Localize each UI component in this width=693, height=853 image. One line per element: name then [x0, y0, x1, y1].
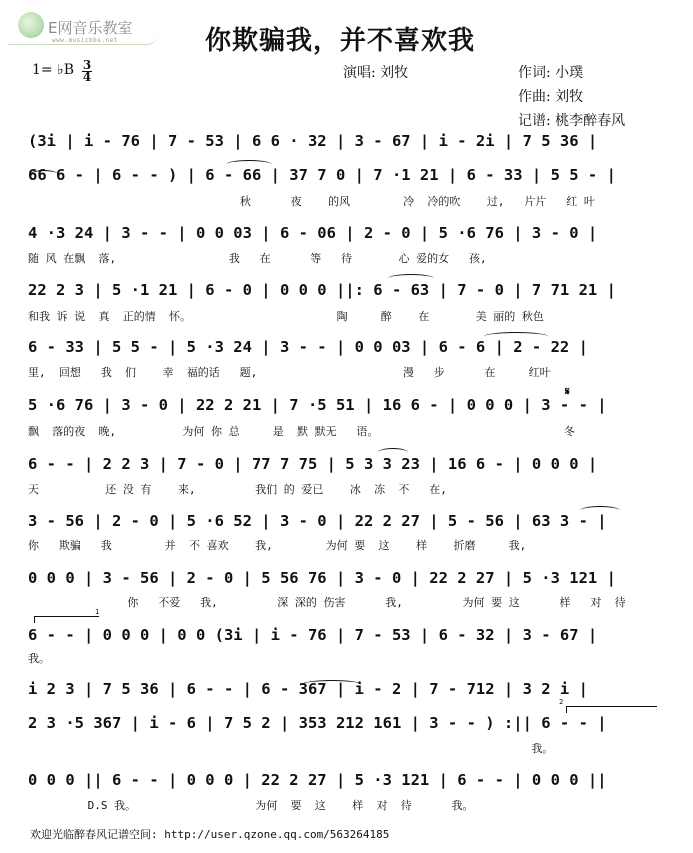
watermark-logo — [8, 10, 168, 50]
tie-mark — [378, 448, 408, 457]
score-row-7-notes: 6 - - | 2 2 3 | 7 - 0 | 77 7 75 | 5 3 3 23 | 16 6 - | 0 0 0 | — [28, 455, 598, 473]
watermark-brand: E网音乐教室 — [48, 19, 133, 37]
tie-mark — [302, 680, 362, 689]
tie-mark — [580, 506, 620, 515]
score-row-8-notes: 3 - 56 | 2 - 0 | 5 ·6 52 | 3 - 0 | 22 2 27 | 5 - 56 | 63 3 - | — [28, 512, 607, 530]
footer-credit: 欢迎光临醉春风记谱空间: http://user.qzone.qq.com/563264185 — [30, 828, 390, 841]
score-row-9-lyrics: 你 不爱 我, 深 深的 伤害 我, 为何 要 这 样 对 待 — [28, 596, 626, 609]
volta-bracket-2 — [559, 698, 657, 713]
transcriber-credit: 记谱: 桃李醉春风 — [518, 113, 626, 129]
score-row-10-lyrics: 我。 — [28, 652, 50, 665]
score-row-13-notes: 0 0 0 || 6 - - | 0 0 0 | 22 2 27 | 5 ·3 121 | 6 - - | 0 0 0 || — [28, 771, 607, 789]
score-row-4-lyrics: 和我 诉 说 真 正的情 怀。 陶 醉 在 美 丽的 秋色 — [28, 310, 544, 323]
volta-label-2: 2 — [559, 698, 564, 706]
score-row-5-notes: 6 - 33 | 5 5 - | 5 ·3 24 | 3 - - | 0 0 03 | 6 - 6 | 2 - 22 | — [28, 338, 588, 356]
score-row-4-notes: 22 2 3 | 5 ·1 21 | 6 - 0 | 0 0 0 ||: 6 - 63 | 7 - 0 | 7 71 21 | — [28, 281, 616, 299]
meter-top: 3 — [82, 58, 92, 72]
tie-mark — [484, 332, 548, 341]
score-row-6-notes: 5 ·6 76 | 3 - 0 | 22 2 21 | 7 ·5 51 | 16 6 - | 0 0 0 | 3 - - | — [28, 396, 607, 414]
score-row-7-lyrics: 天 还 没 有 来, 我们 的 爱已 冰 冻 不 在, — [28, 483, 447, 496]
singer-credit: 演唱: 刘牧 — [343, 65, 409, 81]
volta-bracket-1 — [34, 608, 100, 623]
song-title: 你欺骗我，并不喜欢我 — [205, 26, 476, 56]
tie-mark — [30, 170, 58, 179]
meter-bottom: 4 — [82, 70, 92, 84]
score-row-10-notes: 6 - - | 0 0 0 | 0 0 (3i | i - 76 | 7 - 53 | 6 - 32 | 3 - 67 | — [28, 626, 598, 644]
key-signature: 1= ♭B — [32, 62, 74, 78]
score-row-12-notes: 2 3 ·5 367 | i - 6 | 7 5 2 | 353 212 161 | 3 - - ) :|| 6 - - | — [28, 714, 607, 732]
score-row-3-notes: 4 ·3 24 | 3 - - | 0 0 03 | 6 - 06 | 2 - 0 | 5 ·6 76 | 3 - 0 | — [28, 224, 598, 242]
score-row-11-notes: i 2 3 | 7 5 36 | 6 - - | 6 - 367 | i - 2 | 7 - 712 | 3 2 i | — [28, 680, 588, 698]
score-row-1-notes: (3i | i - 76 | 7 - 53 | 6 6 · 32 | 3 - 67 | i - 2i | 7 5 36 | — [28, 132, 598, 150]
lyricist-credit: 作词: 小璞 — [518, 65, 584, 81]
score-row-9-notes: 0 0 0 | 3 - 56 | 2 - 0 | 5 56 76 | 3 - 0 | 22 2 27 | 5 ·3 121 | — [28, 569, 616, 587]
score-row-13-lyrics: D.S 我。 为何 要 这 样 对 待 我。 — [28, 799, 474, 812]
tie-mark — [388, 274, 434, 283]
score-row-6-lyrics: 飘 落的夜 晚, 为何 你 总 是 默 默无 语。 冬 — [28, 425, 575, 438]
time-signature — [82, 60, 92, 83]
volta-label-1: 1 — [95, 608, 100, 616]
composer-credit: 作曲: 刘牧 — [518, 89, 584, 105]
score-row-8-lyrics: 你 欺骗 我 并 不 喜欢 我, 为何 要 这 样 折磨 我, — [28, 539, 527, 552]
score-row-2-lyrics: 秋 夜 的风 冷 冷的吹 过, 片片 红 叶 — [28, 195, 595, 208]
tie-mark — [226, 160, 272, 169]
score-row-3-lyrics: 随 风 在飘 落, 我 在 等 待 心 爱的女 孩, — [28, 252, 487, 265]
watermark-url: www.musicbbs.net — [52, 37, 118, 44]
score-row-2-notes: 66 6 - | 6 - - ) | 6 - 66 | 37 7 0 | 7 ·1 21 | 6 - 33 | 5 5 - | — [28, 166, 616, 184]
score-row-5-lyrics: 里, 回想 我 们 幸 福的话 题, 漫 步 在 红叶 — [28, 366, 551, 379]
logo-swoosh-icon — [8, 34, 158, 45]
score-row-12-lyrics: 我。 — [28, 742, 554, 755]
segno-icon: 𝄋 — [565, 385, 570, 398]
